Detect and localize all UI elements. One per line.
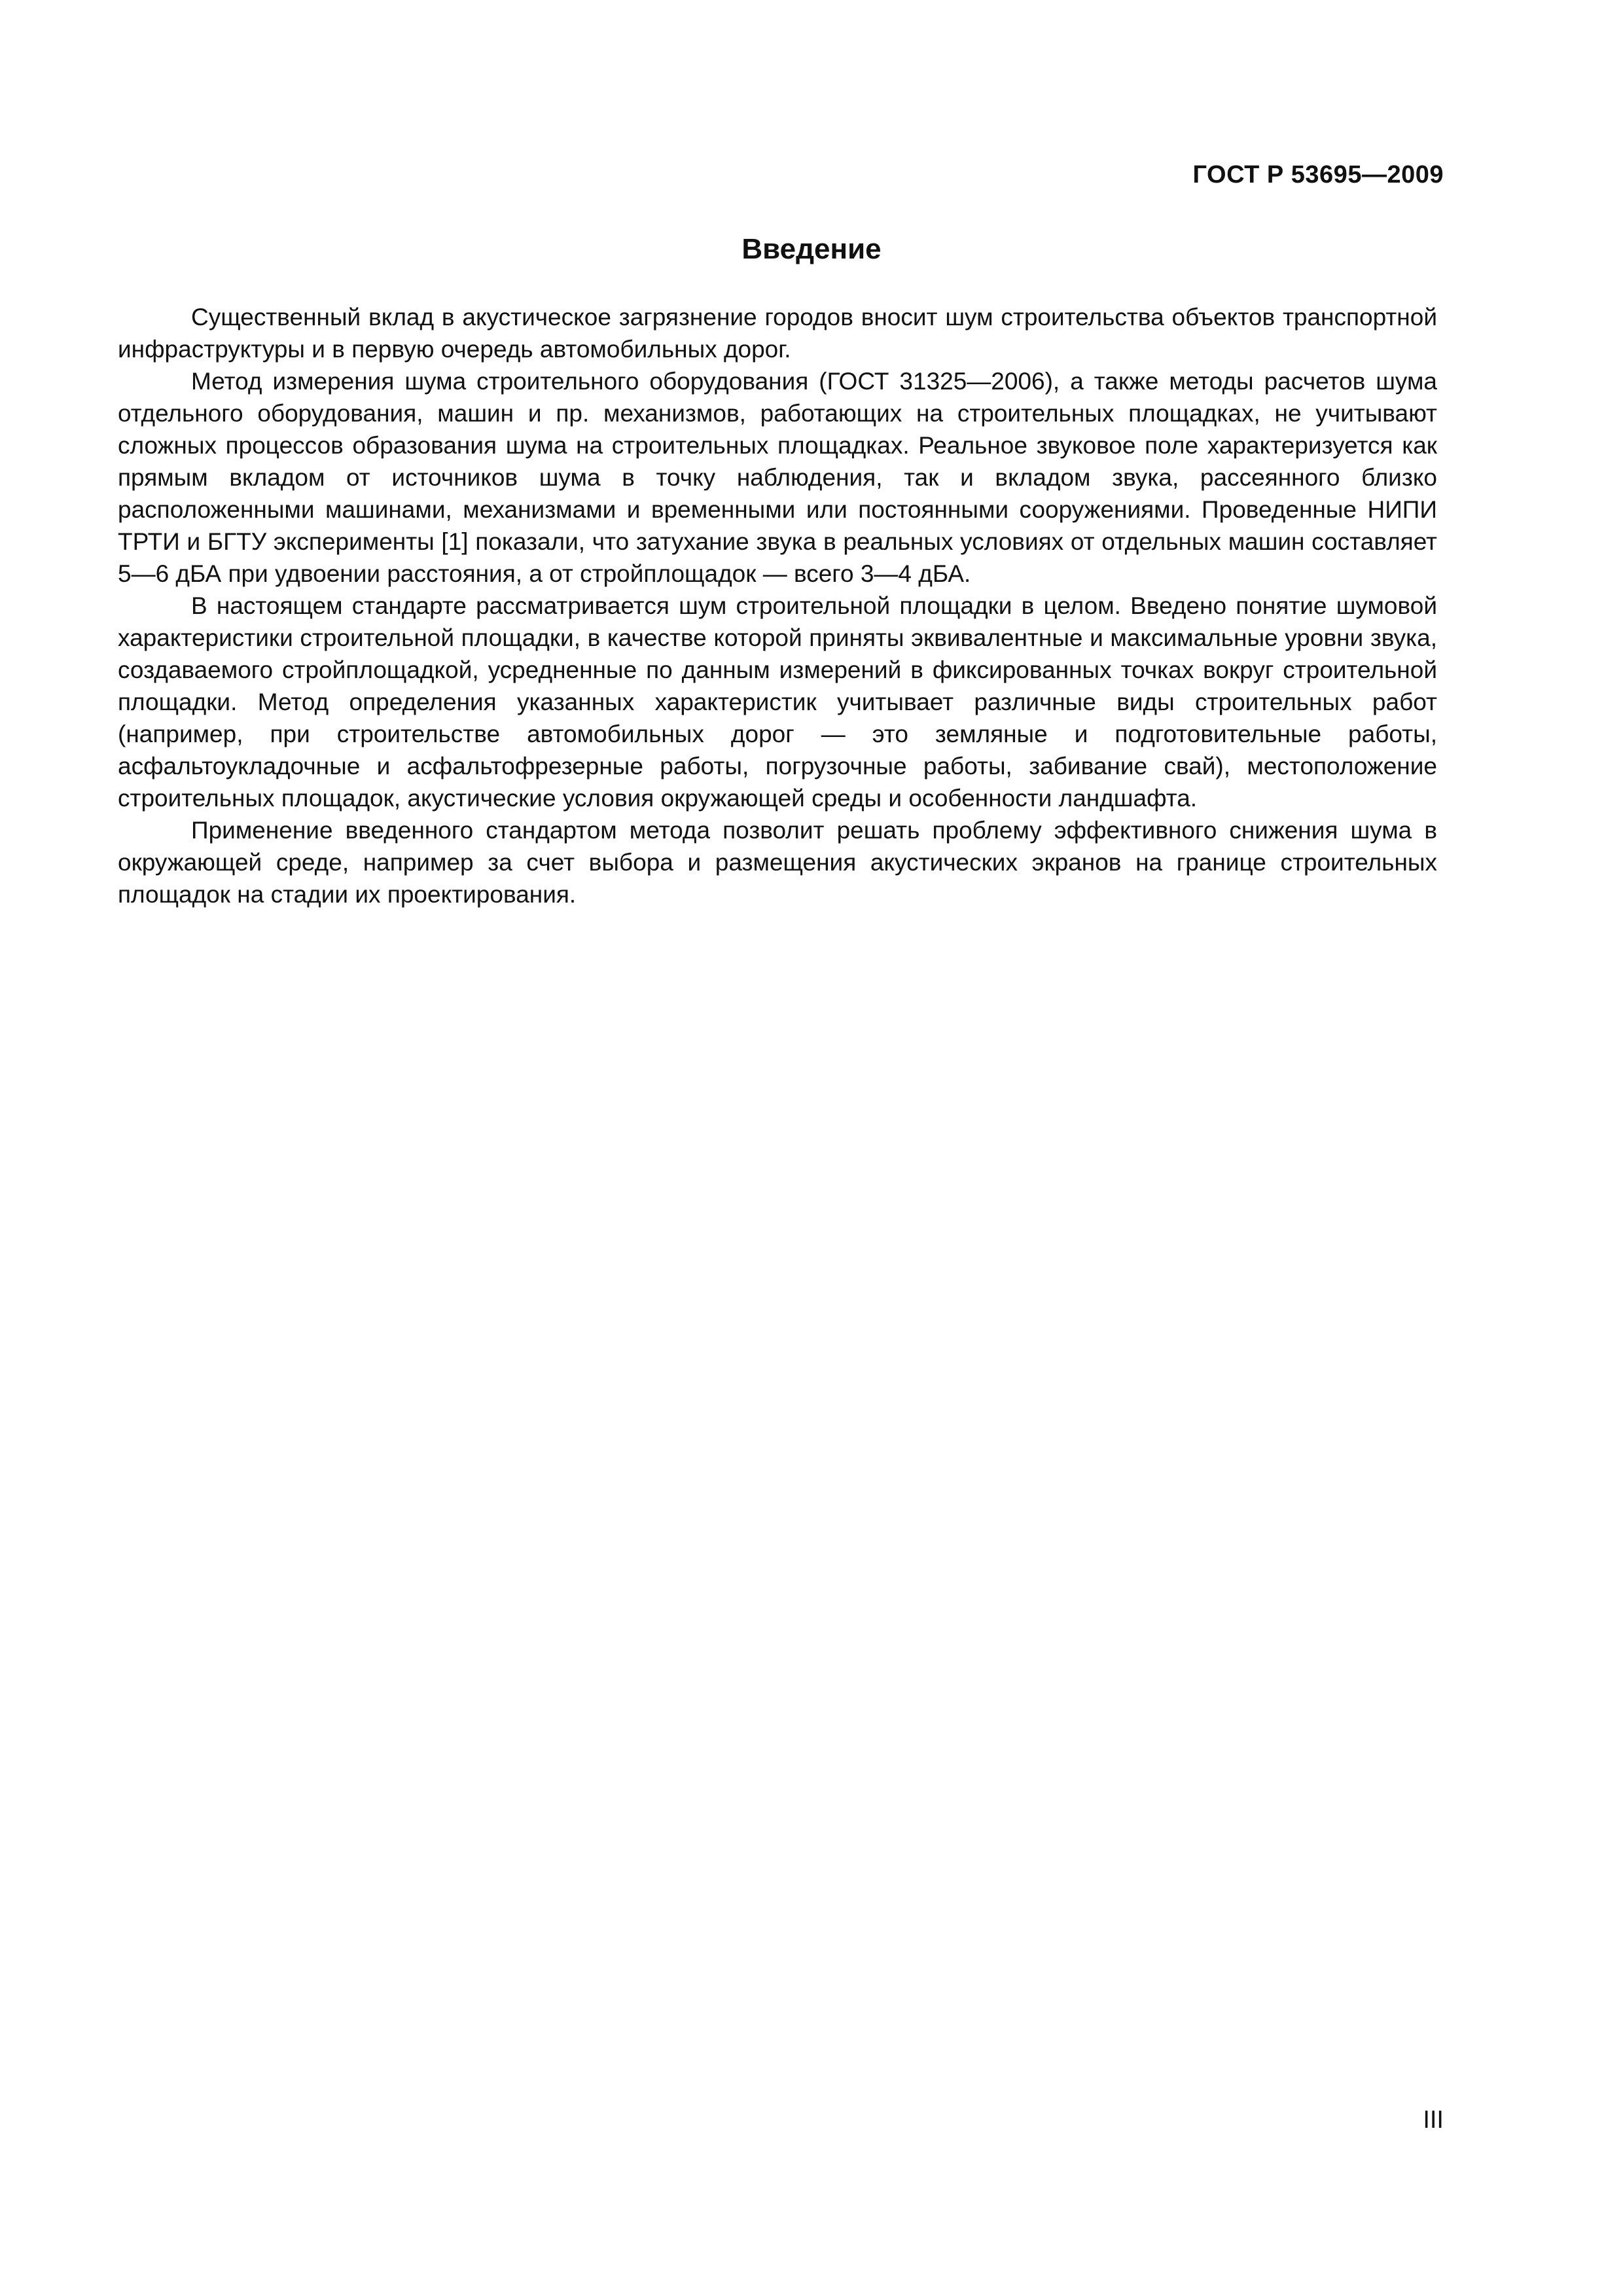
section-title: Введение	[741, 233, 882, 265]
paragraph: Применение введенного стандартом метода позволит решать проблему эффективного снижения шума в окружающей среде, например за счет выбора и размещения акустических экранов на границе строительных площадок на стадии их проектирования.	[118, 817, 1437, 908]
paragraph: Метод измерения шума строительного оборудования (ГОСТ 31325—2006), а также методы расчетов шума отдельного оборудования, машин и пр. механизмов, работающих на строительных площадках, не учитывают сложных процессов образования шума на строительных площадках. Реальное звуковое поле характеризуется как прямым вкладом от источников шума в точку наблюдения, так и вкладом звука, рассеянного близко расположенными машинами, механизмами и временными или постоянными сооружениями. Проведенные НИПИ ТРТИ и БГТУ эксперименты [1] показали, что затухание звука в реальных условиях от отдельных машин составляет 5—6 дБА при удвоении расстояния, а от стройплощадок — всего 3—4 дБА.	[118, 368, 1437, 587]
body-text	[118, 301, 1437, 910]
standard-code: ГОСТ Р 53695—2009	[1192, 161, 1444, 188]
paragraph: В настоящем стандарте рассматривается шум строительной площадки в целом. Введено понятие шумовой характеристики строительной площадки, в качестве которой приняты эквивалентные и максимальные уровни звука, создаваемого стройплощадкой, усредненные по данным измерений в фиксированных точках вокруг строительной площадки. Метод определения указанных характеристик учитывает различные виды строительных работ (например, при строительстве автомобильных дорог — это земляные и подготовительные работы, асфальтоукладочные и асфальтофрезерные работы, погрузочные работы, забивание свай), местоположение строительных площадок, акустические условия окружающей среды и особенности ландшафта.	[118, 592, 1437, 812]
page-number: III	[1423, 2106, 1444, 2134]
paragraph: Существенный вклад в акустическое загрязнение городов вносит шум строительства объектов транспортной инфраструктуры и в первую очередь автомобильных дорог.	[118, 304, 1437, 363]
